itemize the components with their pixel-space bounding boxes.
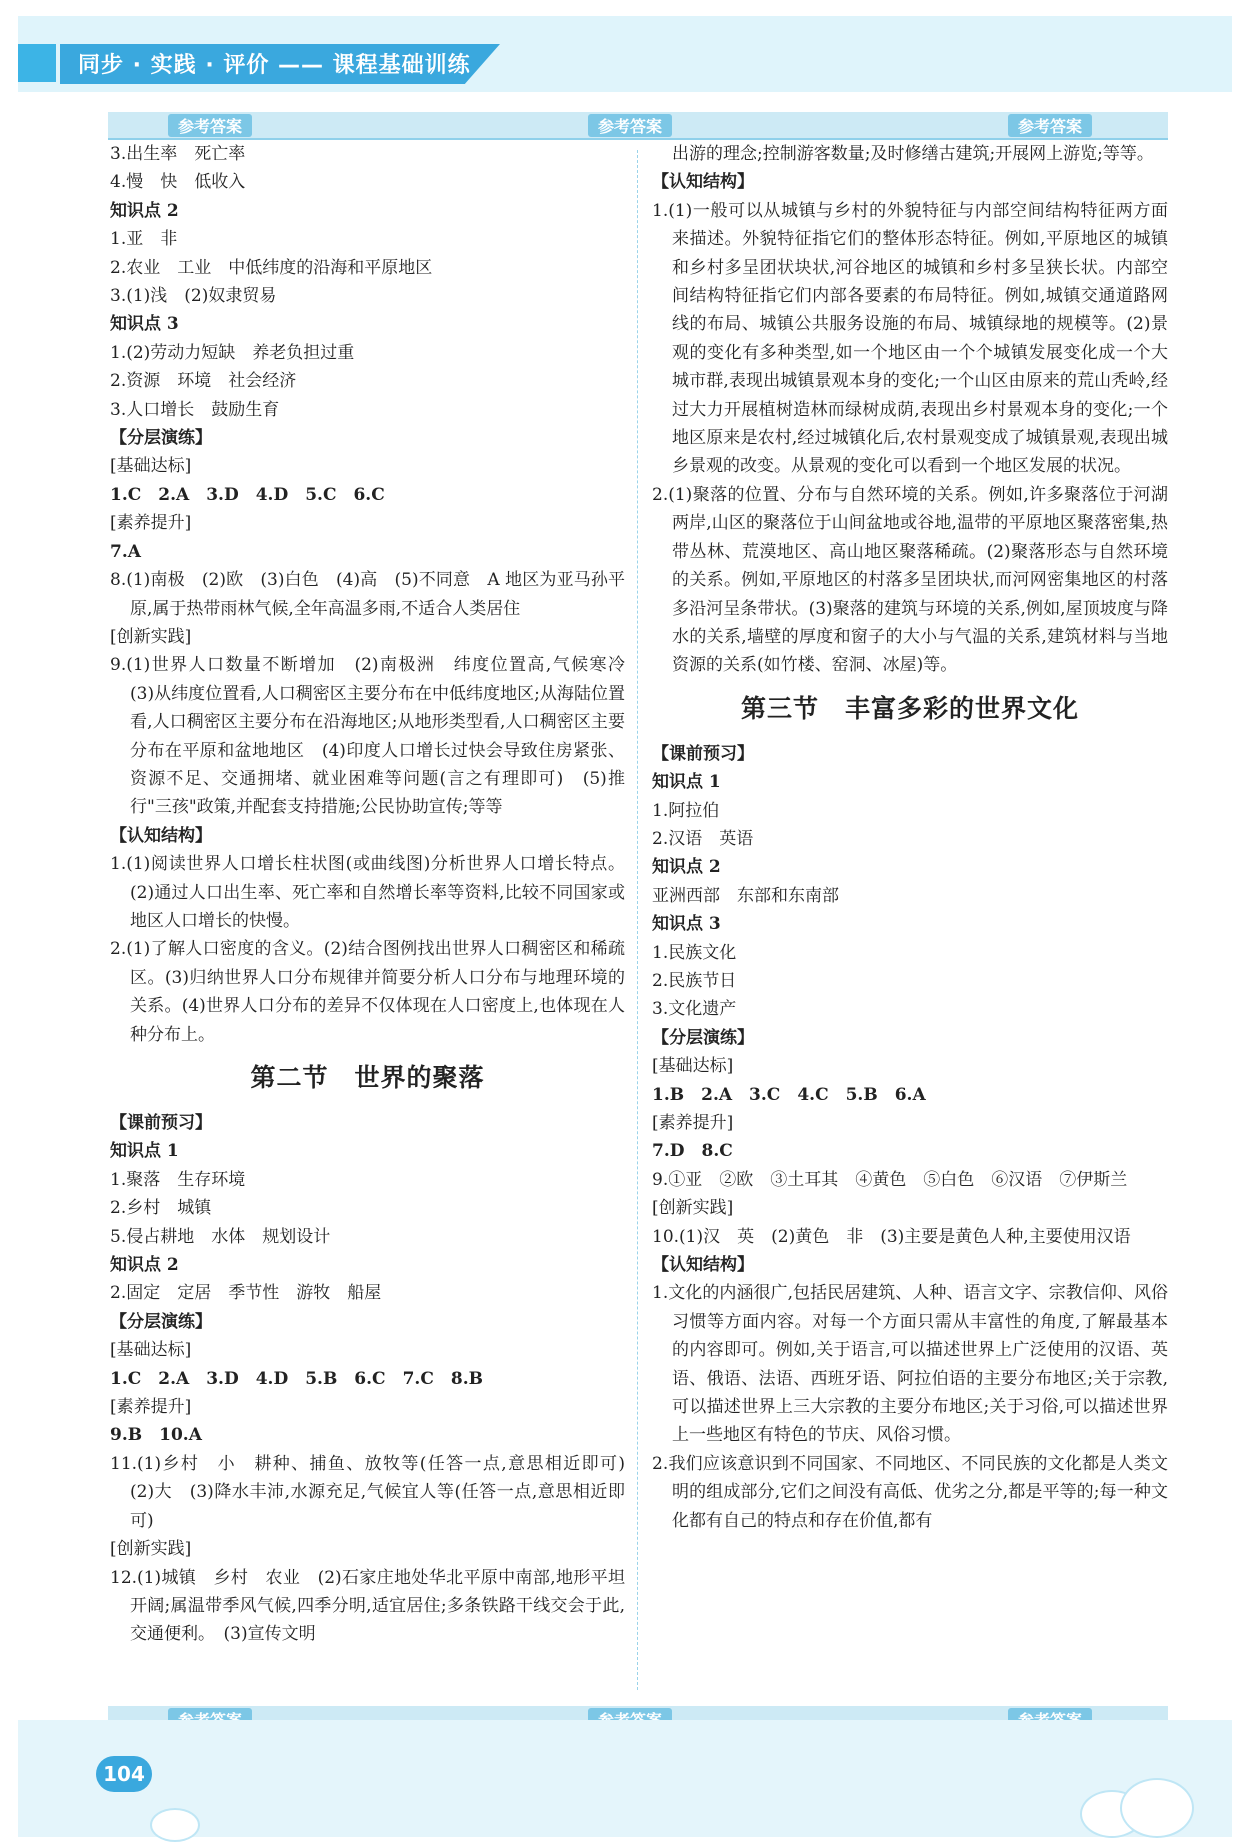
answer-heading: 【分层演练】 xyxy=(110,1311,212,1332)
answer-line: [创新实践] xyxy=(652,1198,734,1219)
answer-line: 2.汉语 英语 xyxy=(652,828,754,849)
answer-heading: 1.B 2.A 3.C 4.C 5.B 6.A xyxy=(652,1084,926,1105)
answer-heading: 知识点 2 xyxy=(110,200,179,221)
answer-line: 2.固定 定居 季节性 游牧 船屋 xyxy=(110,1283,382,1304)
answer-heading: 【分层演练】 xyxy=(652,1027,754,1048)
answer-continuation: 出游的理念;控制游客数量;及时修缮古建筑;开展网上游览;等等。 xyxy=(672,144,1154,164)
answer-item: 9.①亚 ②欧 ③土耳其 ④黄色 ⑤白色 ⑥汉语 ⑦伊斯兰 xyxy=(652,1169,1128,1190)
answer-line: [创新实践] xyxy=(110,626,192,647)
answer-bar-label: 参考答案 xyxy=(168,114,252,137)
page-number: 104 xyxy=(96,1756,152,1792)
answer-item: 1.(1)一般可以从城镇与乡村的外貌特征与内部空间结构特征两方面来描述。外貌特征指它们的整体形态特征。例如,平原地区的城镇和乡村多呈团状块状,河谷地区的城镇和乡村多呈狭长状。内部空间结构特征指它们内部各要素的布局特征。例如,城镇交通道路网线的布局、城镇公共服务设施的布局、城镇绿地的规模等。(2)景观的变化有多种类型,如一个地区由一个个城镇发展变化成一个大城市群,表现出城镇景观本身的变化;一个山区由原来的荒山秃岭,经过大力开展植树造林而绿树成荫,表现出乡村景观本身的变化;一个地区原来是农村,经过城镇化后,农村景观变成了城镇景观,表现出城乡景观的改变。从景观的变化可以看到一个地区发展的状况。 xyxy=(652,200,1168,477)
answer-line: [基础达标] xyxy=(652,1056,734,1077)
right-answer-column xyxy=(652,140,1168,1535)
answer-line: 亚洲西部 东部和东南部 xyxy=(652,885,839,906)
answer-heading: 知识点 1 xyxy=(110,1141,179,1162)
answer-bar-label: 参考答案 xyxy=(1008,114,1092,137)
answer-line: [素养提升] xyxy=(110,1397,192,1418)
header-accent-block xyxy=(18,44,56,82)
answer-item: 2.我们应该意识到不同国家、不同地区、不同民族的文化都是人类文明的组成部分,它们之间没有高低、优劣之分,都是平等的;每一种文化都有自己的特点和存在价值,都有 xyxy=(652,1453,1168,1531)
answer-heading: 【分层演练】 xyxy=(110,428,212,449)
answer-heading: 知识点 3 xyxy=(110,314,179,335)
answer-heading: 7.D 8.C xyxy=(652,1141,733,1162)
answer-item: 1.(1)阅读世界人口增长柱状图(或曲线图)分析世界人口增长特点。(2)通过人口出生率、死亡率和自然增长率等资料,比较不同国家或地区人口增长的快慢。 xyxy=(110,854,625,931)
answer-item: 1.文化的内涵很广,包括民居建筑、人种、语言文字、宗教信仰、风俗习惯等方面内容。对每一个方面只需从丰富性的角度,了解最基本的内容即可。例如,关于语言,可以描述世界上广泛使用的汉语、英语、俄语、法语、西班牙语、阿拉伯语的主要分布地区;关于宗教,可以描述世界上三大宗教的主要分布地区;关于习俗,可以描述世界上一些地区有特色的节庆、风俗习惯。 xyxy=(652,1283,1168,1446)
answer-line: 3.人口增长 鼓励生育 xyxy=(110,399,280,420)
answer-line: 3.(1)浅 (2)奴隶贸易 xyxy=(110,286,277,307)
answer-item: 8.(1)南极 (2)欧 (3)白色 (4)高 (5)不同意 A 地区为亚马孙平原,属于热带雨林气候,全年高温多雨,不适合人类居住 xyxy=(110,570,625,619)
answer-heading: 【认知结构】 xyxy=(652,1255,754,1276)
answer-line: 1.阿拉伯 xyxy=(652,800,720,821)
answer-item: 2.(1)了解人口密度的含义。(2)结合图例找出世界人口稠密区和稀疏区。(3)归纳世界人口分布规律并简要分析人口分布与地理环境的关系。(4)世界人口分布的差异不仅体现在人口密度上,也体现在人种分布上。 xyxy=(110,939,625,1045)
answer-line: [素养提升] xyxy=(652,1113,734,1133)
answer-line: [创新实践] xyxy=(110,1539,192,1560)
answer-line: 1.聚落 生存环境 xyxy=(110,1169,246,1190)
answer-item: 9.(1)世界人口数量不断增加 (2)南极洲 纬度位置高,气候寒冷 (3)从纬度位置看,人口稠密区主要分布在中低纬度地区;从海陆位置看,人口稠密区主要分布在沿海地区;从地形类型看,人口稠密区主要分布在平原和盆地地区 (4)印度人口增长过快会导致住房紧张、资源不足、交通拥堵、就业困难等问题(言之有理即可) (5)推行"三孩"政策,并配套支持措施;公民协助宣传;等等 xyxy=(110,655,642,818)
answer-line: 5.侵占耕地 水体 规划设计 xyxy=(110,1226,331,1247)
answer-heading: 【课前预习】 xyxy=(110,1113,212,1133)
answer-line: 2.资源 环境 社会经济 xyxy=(110,371,297,392)
answer-line: 4.慢 快 低收入 xyxy=(110,172,246,193)
answer-heading: 1.C 2.A 3.D 4.D 5.B 6.C 7.C 8.B xyxy=(110,1368,483,1389)
answer-heading: 【课前预习】 xyxy=(652,743,754,764)
footer-band xyxy=(18,1720,1232,1837)
answer-line: 3.出生率 死亡率 xyxy=(110,144,246,164)
answer-heading: 知识点 2 xyxy=(652,857,721,878)
answer-item: 2.(1)聚落的位置、分布与自然环境的关系。例如,许多聚落位于河湖两岸,山区的聚落位于山间盆地或谷地,温带的平原地区聚落密集,热带丛林、荒漠地区、高山地区聚落稀疏。(2)聚落形态与自然环境的关系。例如,平原地区的村落多呈团块状,而河网密集地区的村落多沿河呈条带状。(3)聚落的建筑与环境的关系,例如,屋顶坡度与降水的关系,墙壁的厚度和窗子的大小与气温的关系,建筑材料与当地资源的关系(如竹楼、窑洞、冰屋)等。 xyxy=(652,484,1168,676)
answer-item: 11.(1)乡村 小 耕种、捕鱼、放牧等(任答一点,意思相近即可) (2)大 (3)降水丰沛,水源充足,气候宜人等(任答一点,意思相近即可) xyxy=(110,1453,642,1531)
answer-heading: 知识点 2 xyxy=(110,1255,179,1276)
answer-heading: 知识点 3 xyxy=(652,914,721,935)
answer-line: 2.乡村 城镇 xyxy=(110,1198,212,1219)
answer-heading: 9.B 10.A xyxy=(110,1425,202,1446)
answer-item: 12.(1)城镇 乡村 农业 (2)石家庄地处华北平原中南部,地形平坦开阔;属温带季风气候,四季分明,适宜居住;多条铁路干线交会于此,交通便利。 (3)宣传文明 xyxy=(110,1567,625,1645)
answer-bar-label: 参考答案 xyxy=(588,114,672,137)
answer-line: 1.(2)劳动力短缺 养老负担过重 xyxy=(110,342,355,363)
answer-line: 2.民族节日 xyxy=(652,970,737,991)
answer-bar-top xyxy=(108,112,1168,140)
answer-heading: 7.A xyxy=(110,541,141,562)
answer-heading: 1.C 2.A 3.D 4.D 5.C 6.C xyxy=(110,484,385,505)
answer-line: 3.文化遗产 xyxy=(652,999,737,1020)
answer-line: 1.民族文化 xyxy=(652,942,737,963)
answer-heading: 【认知结构】 xyxy=(110,825,212,846)
answer-line: 2.农业 工业 中低纬度的沿海和平原地区 xyxy=(110,257,433,278)
answer-heading: 【认知结构】 xyxy=(652,172,754,193)
answer-line: [基础达标] xyxy=(110,456,192,477)
answer-item: 10.(1)汉 英 (2)黄色 非 (3)主要是黄色人种,主要使用汉语 xyxy=(652,1226,1131,1247)
answer-line: [素养提升] xyxy=(110,513,192,534)
cloud-decoration xyxy=(1120,1778,1194,1838)
header-title: 同步 · 实践 · 评价 —— 课程基础训练 xyxy=(78,53,471,78)
section-title: 第二节 世界的聚落 xyxy=(250,1063,485,1092)
answer-heading: 知识点 1 xyxy=(652,772,721,793)
section-title: 第三节 丰富多彩的世界文化 xyxy=(740,693,1079,723)
answer-line: [基础达标] xyxy=(110,1340,192,1361)
left-answer-column xyxy=(110,140,642,1649)
answer-line: 1.亚 非 xyxy=(110,229,178,250)
